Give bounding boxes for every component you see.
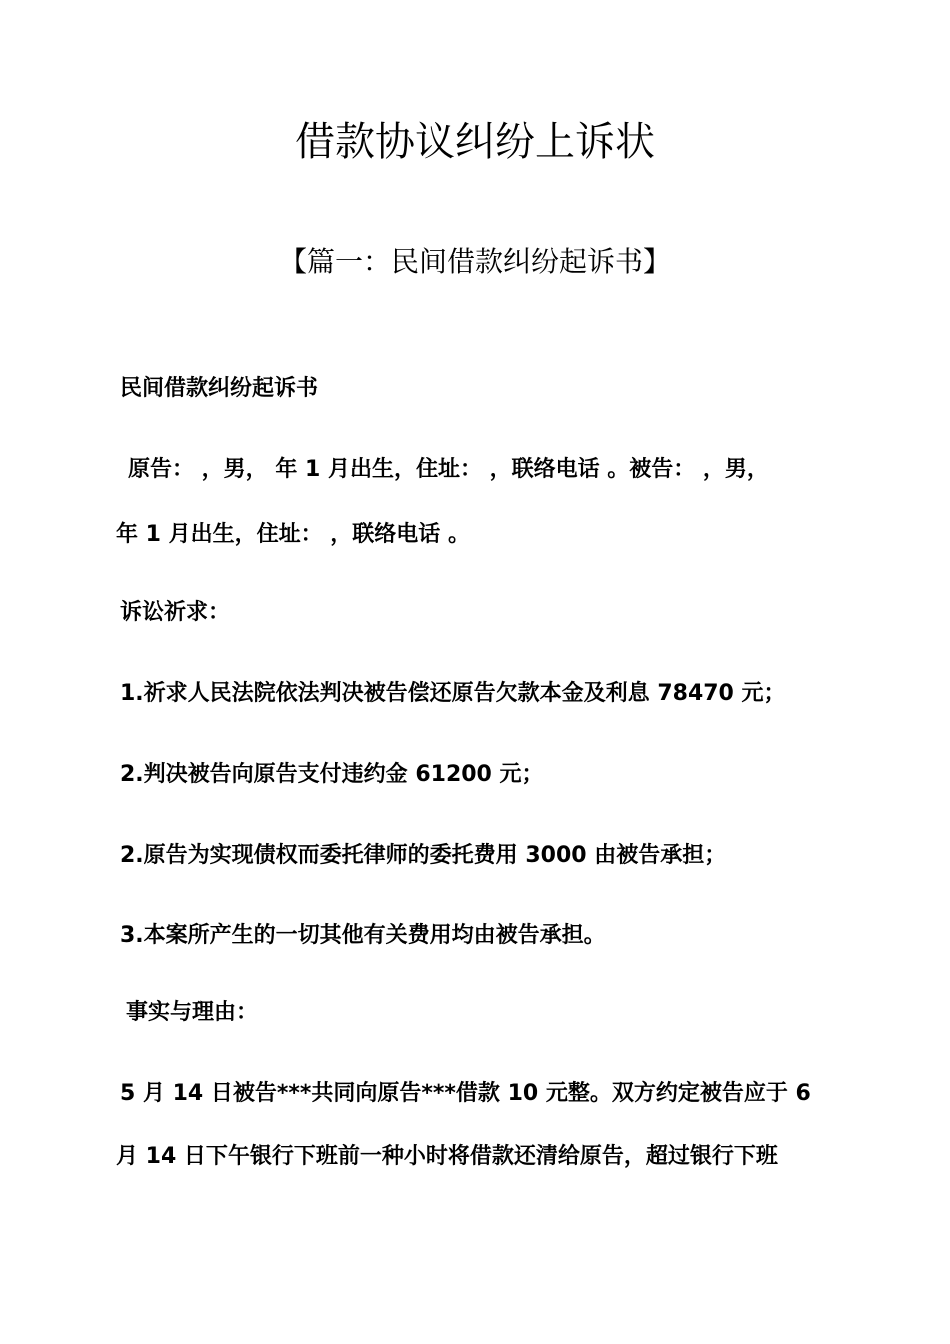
claim-item: 1.祈求人民法院依法判决被告偿还原告欠款本金及利息 78470 元； <box>120 681 786 706</box>
parties-line-2: 年 1 月出生，住址： ，联络电话 。 <box>116 522 470 547</box>
facts-heading: 事实与理由： <box>126 1000 259 1025</box>
claim-item: 2.判决被告向原告支付违约金 61200 元； <box>120 762 544 787</box>
claims-heading: 诉讼祈求： <box>120 600 231 625</box>
parties-line-1: 原告： ，男， 年 1 月出生，住址： ，联络电话 。被告： ，男， <box>128 457 769 482</box>
document-subtitle: 【篇一：民间借款纠纷起诉书】 <box>278 245 671 278</box>
facts-line-2: 月 14 日下午银行下班前一种小时将借款还清给原告，超过银行下班 <box>116 1144 778 1169</box>
facts-line-1: 5 月 14 日被告***共同向原告***借款 10 元整。双方约定被告应于 6 <box>120 1081 811 1106</box>
claim-item: 3.本案所产生的一切其他有关费用均由被告承担。 <box>120 923 606 948</box>
document-title: 借款协议纠纷上诉状 <box>295 119 655 165</box>
section-heading: 民间借款纠纷起诉书 <box>120 376 319 401</box>
claim-item: 2.原告为实现债权而委托律师的委托费用 3000 由被告承担； <box>120 843 727 868</box>
